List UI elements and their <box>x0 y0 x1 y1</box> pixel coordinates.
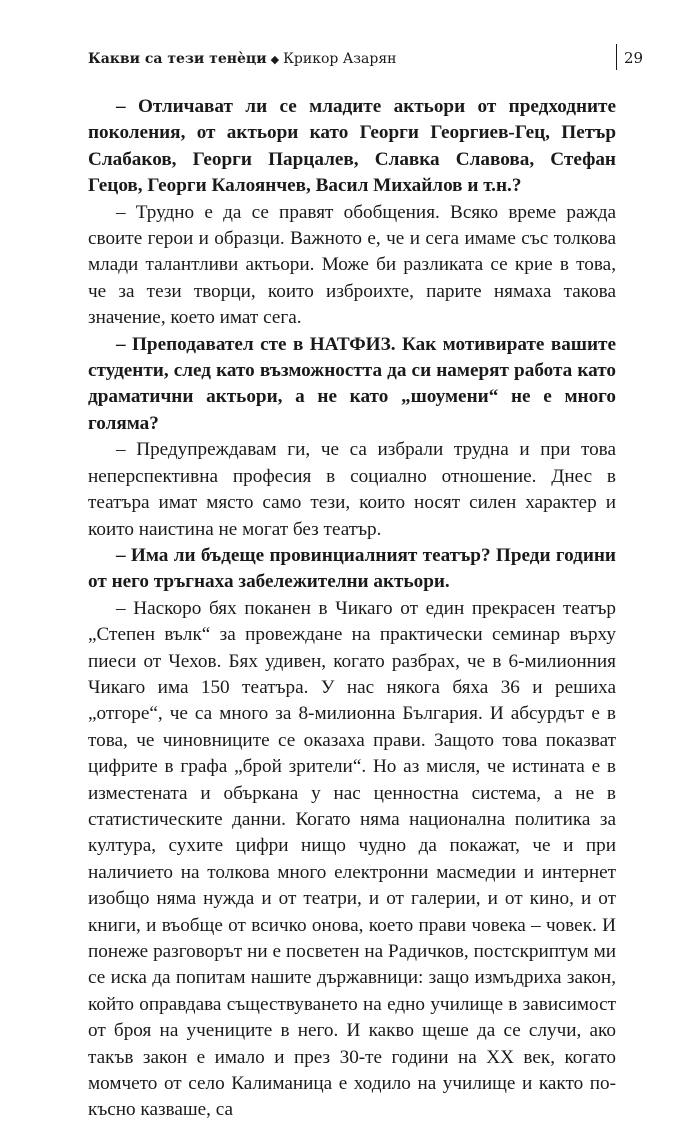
interview-answer: – Трудно е да се правят обобщения. Всяко време ражда своите герои и образци. Важното е, че и сега имаме със толкова млади талантливи актьори. Може би разликата се крие в това, че за тези творци, които изброихте, парите нямаха такова значение, което имат сега. <box>88 201 616 329</box>
running-head <box>88 50 588 69</box>
interview-question: – Отличават ли се младите актьори от предходните поколения, от актьори като Георги Георгиев-Гец, Петър Слабаков, Георги Парцалев, Славка Славова, Стефан Гецов, Георги Калоянчев, Васил Михайлов и т.н.? <box>88 96 616 197</box>
interview-text <box>88 94 616 1124</box>
interview-answer: – Предупреждавам ги, че са избрали трудна и при това неперспективна професия в социално отношение. Днес в театъра имат място само тези, които носят силен характер и които наистина не могат без театър. <box>88 439 616 540</box>
interview-question: – Има ли бъдеще провинциалният театър? Преди години от него тръгнаха забележителни актьори. <box>88 544 616 593</box>
separator-diamond-icon: ◆ <box>270 53 280 66</box>
page-number: 29 <box>624 49 644 67</box>
interview-question: – Преподавател сте в НАТФИЗ. Как мотивирате вашите студенти, след като възможността да си намерят работа като драматични актьори, а не като „шоумени“ не е много голяма? <box>88 333 616 434</box>
book-title: Какви са тези тенѐци <box>88 51 267 67</box>
interview-answer: – Наскоро бях поканен в Чикаго от един прекрасен театър „Степен вълк“ за провеждане на практически семинар върху пиеси от Чехов. Бях удивен, когато разбрах, че в 6-милионния Чикаго има 150 театъра. У нас някога бяха 36 и решиха „отгоре“, че са много за 8-милионна България. И абсурдът е в това, че чиновниците се оказаха прави. Защото това показват цифрите в графа „брой зрители“. Но аз мисля, че истината е в изместената и объркана у нас ценностна система, а не в статистическите данни. Когато няма национална политика за култура, сухите цифри нищо чудно да покажат, че и при наличието на толкова много електронни масмедии и интернет изобщо няма нужда и от театри, и от галерии, и от кино, и от книги, и въобще от всичко онова, което прави човека – човек. И понеже разговорът ни е посветен на Радичков, постскриптум ми се иска да попитам нашите държавници: защо измъдриха закон, който оправдава съществуването на едно училище в зависимост от броя на учениците в него. И какво щеше да се случи, ако такъв закон е имало и през 30-те години на XX век, когато момчето от село Калиманица е ходило на училище и както по-късно казваше, са <box>88 597 616 1121</box>
author-name: Крикор Азарян <box>283 51 397 67</box>
page-number-rule <box>616 44 617 70</box>
